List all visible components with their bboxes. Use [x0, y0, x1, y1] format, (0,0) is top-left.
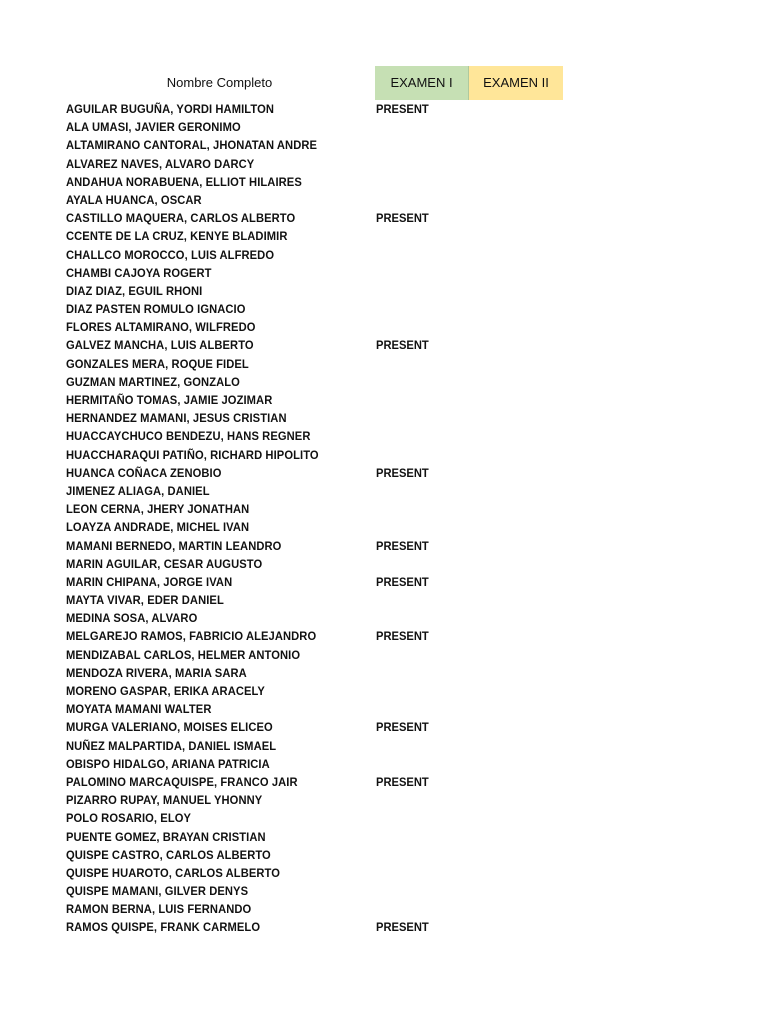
table-row — [0, 555, 768, 573]
table-row — [0, 373, 768, 391]
student-name-cell[interactable]: FLORES ALTAMIRANO, WILFREDO — [66, 320, 256, 335]
student-name-cell[interactable]: PUENTE GOMEZ, BRAYAN CRISTIAN — [66, 829, 266, 844]
table-row — [0, 118, 768, 136]
exam-1-cell[interactable]: PRESENT — [376, 338, 429, 353]
student-name-cell[interactable]: RAMON BERNA, LUIS FERNANDO — [66, 902, 252, 917]
table-row — [0, 282, 768, 300]
student-rows — [0, 100, 768, 937]
table-row — [0, 664, 768, 682]
student-name-cell[interactable]: CHAMBI CAJOYA ROGERT — [66, 265, 212, 280]
table-row — [0, 318, 768, 336]
exam-1-cell[interactable]: PRESENT — [376, 720, 429, 735]
student-name-cell[interactable]: HUACCAYCHUCO BENDEZU, HANS REGNER — [66, 429, 311, 444]
student-name-cell[interactable]: MENDIZABAL CARLOS, HELMER ANTONIO — [66, 647, 301, 662]
student-name-cell[interactable]: MAYTA VIVAR, EDER DANIEL — [66, 593, 224, 608]
table-row — [0, 918, 768, 936]
table-row — [0, 409, 768, 427]
table-row — [0, 464, 768, 482]
student-name-cell[interactable]: LOAYZA ANDRADE, MICHEL IVAN — [66, 520, 250, 535]
exam-1-cell[interactable]: PRESENT — [376, 465, 429, 480]
student-name-cell[interactable]: JIMENEZ ALIAGA, DANIEL — [66, 483, 210, 498]
student-name-cell[interactable]: RAMOS QUISPE, FRANK CARMELO — [66, 920, 261, 935]
table-row — [0, 173, 768, 191]
exam-1-cell[interactable]: PRESENT — [376, 920, 429, 935]
student-name-cell[interactable]: PALOMINO MARCAQUISPE, FRANCO JAIR — [66, 774, 298, 789]
student-name-cell[interactable]: QUISPE CASTRO, CARLOS ALBERTO — [66, 847, 271, 862]
table-row — [0, 264, 768, 282]
student-name-cell[interactable]: MURGA VALERIANO, MOISES ELICEO — [66, 720, 273, 735]
exam-1-cell[interactable]: PRESENT — [376, 629, 429, 644]
exam-1-cell[interactable]: PRESENT — [376, 211, 429, 226]
table-row — [0, 882, 768, 900]
student-name-cell[interactable]: OBISPO HIDALGO, ARIANA PATRICIA — [66, 756, 270, 771]
student-name-cell[interactable]: CCENTE DE LA CRUZ, KENYE BLADIMIR — [66, 229, 288, 244]
table-row — [0, 846, 768, 864]
table-row — [0, 609, 768, 627]
table-row — [0, 227, 768, 245]
column-header-name[interactable]: Nombre Completo — [166, 75, 273, 90]
student-name-cell[interactable]: DIAZ PASTEN ROMULO IGNACIO — [66, 302, 246, 317]
table-row — [0, 864, 768, 882]
student-name-cell[interactable]: QUISPE HUAROTO, CARLOS ALBERTO — [66, 865, 281, 880]
table-row — [0, 136, 768, 154]
student-name-cell[interactable]: MARIN AGUILAR, CESAR AUGUSTO — [66, 556, 263, 571]
student-name-cell[interactable]: ALVAREZ NAVES, ALVARO DARCY — [66, 156, 255, 171]
student-name-cell[interactable]: HERMITAÑO TOMAS, JAMIE JOZIMAR — [66, 393, 273, 407]
student-name-cell[interactable]: POLO ROSARIO, ELOY — [66, 811, 192, 826]
table-row — [0, 482, 768, 500]
student-name-cell[interactable]: LEON CERNA, JHERY JONATHAN — [66, 502, 250, 517]
table-row — [0, 537, 768, 555]
student-name-cell[interactable]: HERNANDEZ MAMANI, JESUS CRISTIAN — [66, 411, 287, 426]
table-row — [0, 155, 768, 173]
table-row — [0, 700, 768, 718]
table-row — [0, 718, 768, 736]
column-header-exam-2[interactable]: EXAMEN II — [469, 66, 563, 100]
student-name-cell[interactable]: HUANCA COÑACA ZENOBIO — [66, 465, 222, 480]
table-row — [0, 336, 768, 354]
student-name-cell[interactable]: MORENO GASPAR, ERIKA ARACELY — [66, 684, 265, 698]
column-header-exam-1[interactable]: EXAMEN I — [375, 66, 469, 100]
student-name-cell[interactable]: GONZALES MERA, ROQUE FIDEL — [66, 356, 249, 371]
exam-1-cell[interactable]: PRESENT — [376, 102, 429, 116]
table-row — [0, 427, 768, 445]
table-row — [0, 573, 768, 591]
exam-1-cell[interactable]: PRESENT — [376, 574, 429, 589]
student-name-cell[interactable]: DIAZ DIAZ, EGUIL RHONI — [66, 283, 203, 298]
table-row — [0, 773, 768, 791]
table-row — [0, 646, 768, 664]
table-row — [0, 100, 768, 118]
student-name-cell[interactable]: GALVEZ MANCHA, LUIS ALBERTO — [66, 338, 254, 353]
table-row — [0, 627, 768, 645]
table-row — [0, 737, 768, 755]
table-row — [0, 900, 768, 918]
table-row — [0, 682, 768, 700]
table-row — [0, 191, 768, 209]
table-row — [0, 391, 768, 409]
student-name-cell[interactable]: NUÑEZ MALPARTIDA, DANIEL ISMAEL — [66, 738, 277, 753]
student-name-cell[interactable]: QUISPE MAMANI, GILVER DENYS — [66, 884, 249, 899]
student-name-cell[interactable]: PIZARRO RUPAY, MANUEL YHONNY — [66, 793, 263, 808]
table-row — [0, 828, 768, 846]
table-row — [0, 591, 768, 609]
table-row — [0, 791, 768, 809]
student-name-cell[interactable]: AYALA HUANCA, OSCAR — [66, 192, 202, 207]
table-row — [0, 500, 768, 518]
student-name-cell[interactable]: ALA UMASI, JAVIER GERONIMO — [66, 120, 241, 135]
student-name-cell[interactable]: CASTILLO MAQUERA, CARLOS ALBERTO — [66, 211, 296, 226]
exam-1-cell[interactable]: PRESENT — [376, 538, 429, 553]
student-name-cell[interactable]: MEDINA SOSA, ALVARO — [66, 611, 198, 626]
student-name-cell[interactable]: MENDOZA RIVERA, MARIA SARA — [66, 665, 247, 680]
student-name-cell[interactable]: AGUILAR BUGUÑA, YORDI HAMILTON — [66, 102, 275, 116]
student-name-cell[interactable]: MARIN CHIPANA, JORGE IVAN — [66, 574, 233, 589]
table-row — [0, 518, 768, 536]
student-name-cell[interactable]: MOYATA MAMANI WALTER — [66, 702, 212, 717]
table-row — [0, 246, 768, 264]
student-name-cell[interactable]: MELGAREJO RAMOS, FABRICIO ALEJANDRO — [66, 629, 317, 644]
table-row — [0, 809, 768, 827]
student-name-cell[interactable]: CHALLCO MOROCCO, LUIS ALFREDO — [66, 247, 275, 262]
table-row — [0, 446, 768, 464]
student-name-cell[interactable]: ALTAMIRANO CANTORAL, JHONATAN ANDRE — [66, 138, 318, 153]
table-row — [0, 355, 768, 373]
exam-1-cell[interactable]: PRESENT — [376, 774, 429, 789]
table-row — [0, 209, 768, 227]
student-name-cell[interactable]: MAMANI BERNEDO, MARTIN LEANDRO — [66, 538, 282, 553]
student-name-cell[interactable]: GUZMAN MARTINEZ, GONZALO — [66, 374, 240, 389]
student-name-cell[interactable]: HUACCHARAQUI PATIÑO, RICHARD HIPOLITO — [66, 447, 319, 462]
table-row — [0, 300, 768, 318]
table-row — [0, 755, 768, 773]
student-name-cell[interactable]: ANDAHUA NORABUENA, ELLIOT HILAIRES — [66, 174, 302, 189]
